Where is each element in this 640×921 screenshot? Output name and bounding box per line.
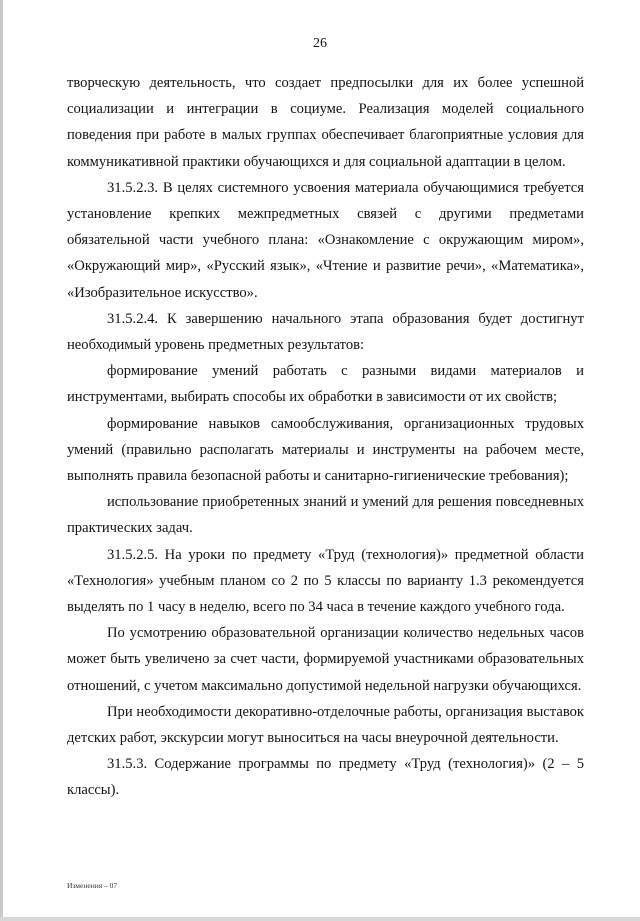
paragraph-31-5-2-5: 31.5.2.5. На уроки по предмету «Труд (технология)» предметной области «Технология» учебным планом со 2 по 5 классы по варианту 1.3 рекомендуется выделять по 1 часу в неделю, всего по 34 часа в течение каждого учебного года. [67, 546, 584, 616]
list-item-self-service: формирование навыков самообслуживания, организационных трудовых умений (правильно располагать материалы и инструменты на рабочем месте, выполнять правила безопасной работы и санитарно-гигиенические требования); [67, 415, 584, 485]
document-body [67, 70, 584, 804]
paragraph-hours-increase: По усмотрению образовательной организации количество недельных часов может быть увеличено за счет части, формируемой участниками образовательных отношений, с учетом максимально допустимой недельной нагрузки обучающихся. [67, 625, 584, 694]
list-item-materials: формирование умений работать с разными видами материалов и инструментами, выбирать способы их обработки в зависимости от их свойств; [67, 363, 584, 406]
paragraph-extracurricular: При необходимости декоративно-отделочные работы, организация выставок детских работ, экскурсии могут выноситься на часы внеурочной деятельности. [67, 703, 584, 747]
paragraph-31-5-3: 31.5.3. Содержание программы по предмету «Труд (технология)» (2 – 5 классы). [67, 756, 584, 799]
scan-edge-left [0, 0, 3, 921]
footer-note: Изменения – 07 [67, 881, 118, 890]
paragraph-31-5-2-3: 31.5.2.3. В целях системного усвоения материала обучающимися требуется установление крепких межпредметных связей с другими предметами обязательной части учебного плана: «Ознакомление с окружающим миром», «Окружающий мир», «Русский язык», «Чтение и развитие речи», «Математика», «Изобразительное искусство». [67, 179, 584, 301]
page-number: 26 [313, 36, 327, 51]
paragraph-continuation: творческую деятельность, что создает предпосылки для их более успешной социализации и интеграции в социуме. Реализация моделей социального поведения при работе в малых группах обеспечивает благоприятные условия для коммуникативной практики обучающихся и для социальной адаптации в целом. [67, 75, 584, 170]
list-item-knowledge-use: использование приобретенных знаний и умений для решения повседневных практических задач. [67, 494, 584, 537]
scan-edge-bottom [0, 917, 640, 921]
paragraph-31-5-2-4: 31.5.2.4. К завершению начального этапа образования будет достигнут необходимый уровень предметных результатов: [67, 310, 584, 354]
